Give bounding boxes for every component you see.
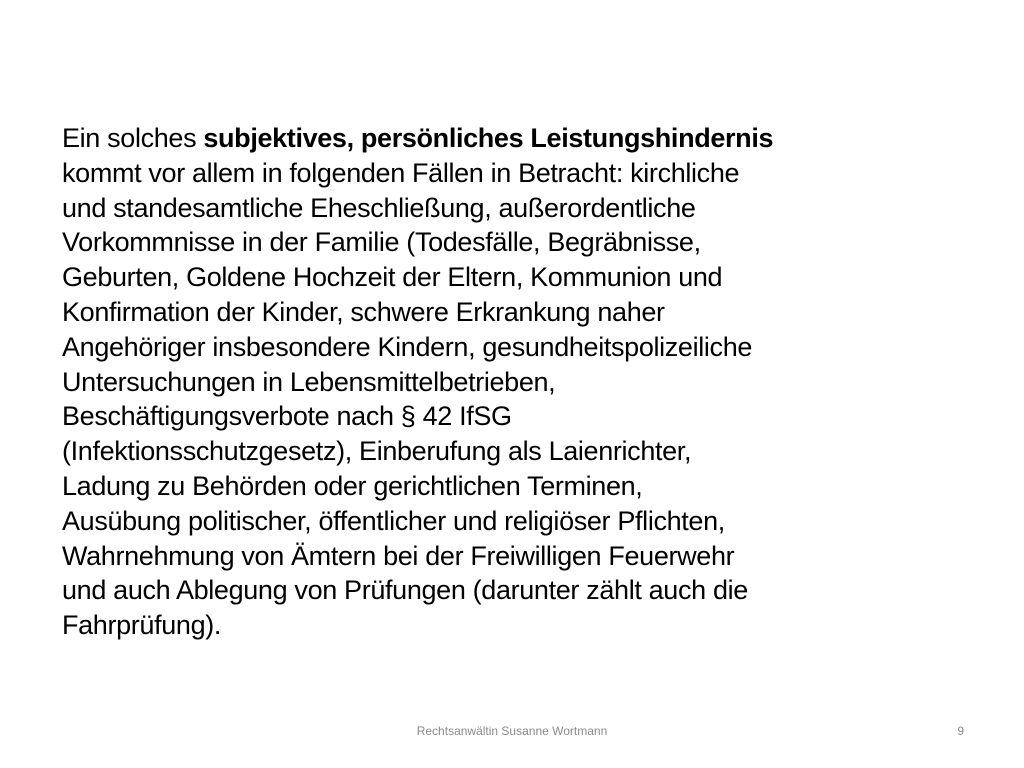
emphasis-text: subjektives, persönliches Leistungshindernis [203, 123, 774, 153]
body-line: Wahrnehmung von Ämtern bei der Freiwilligen Feuerwehr [62, 540, 735, 571]
body-line: und standesamtliche Eheschließung, außerordentliche [62, 192, 696, 223]
body-line: Beschäftigungsverbote nach § 42 IfSG [62, 401, 512, 432]
body-line: (Infektionsschutzgesetz), Einberufung als Laienrichter, [62, 436, 692, 467]
body-line: Konfirmation der Kinder, schwere Erkrankung naher [62, 296, 665, 327]
footer-author: Rechtsanwältin Susanne Wortmann [416, 724, 608, 738]
body-line: kommt vor allem in folgenden Fällen in Betracht: kirchliche [62, 157, 740, 188]
body-line: Geburten, Goldene Hochzeit der Eltern, Kommunion und [62, 262, 723, 293]
body-line: Vorkommnisse in der Familie (Todesfälle, Begräbnisse, [62, 227, 701, 258]
slide-body-text [62, 121, 982, 643]
intro-text: Ein solches [62, 123, 204, 153]
body-line: Fahrprüfung). [62, 610, 222, 641]
body-line: Ladung zu Behörden oder gerichtlichen Terminen, [62, 470, 643, 501]
body-line: und auch Ablegung von Prüfungen (darunter zählt auch die [62, 575, 748, 606]
page-number: 9 [957, 724, 964, 738]
body-line: Untersuchungen in Lebensmittelbetrieben, [62, 366, 556, 397]
body-line: Angehöriger insbesondere Kindern, gesundheitspolizeiliche [62, 331, 753, 362]
body-line-first [62, 121, 982, 156]
body-line: Ausübung politischer, öffentlicher und religiöser Pflichten, [62, 505, 725, 536]
